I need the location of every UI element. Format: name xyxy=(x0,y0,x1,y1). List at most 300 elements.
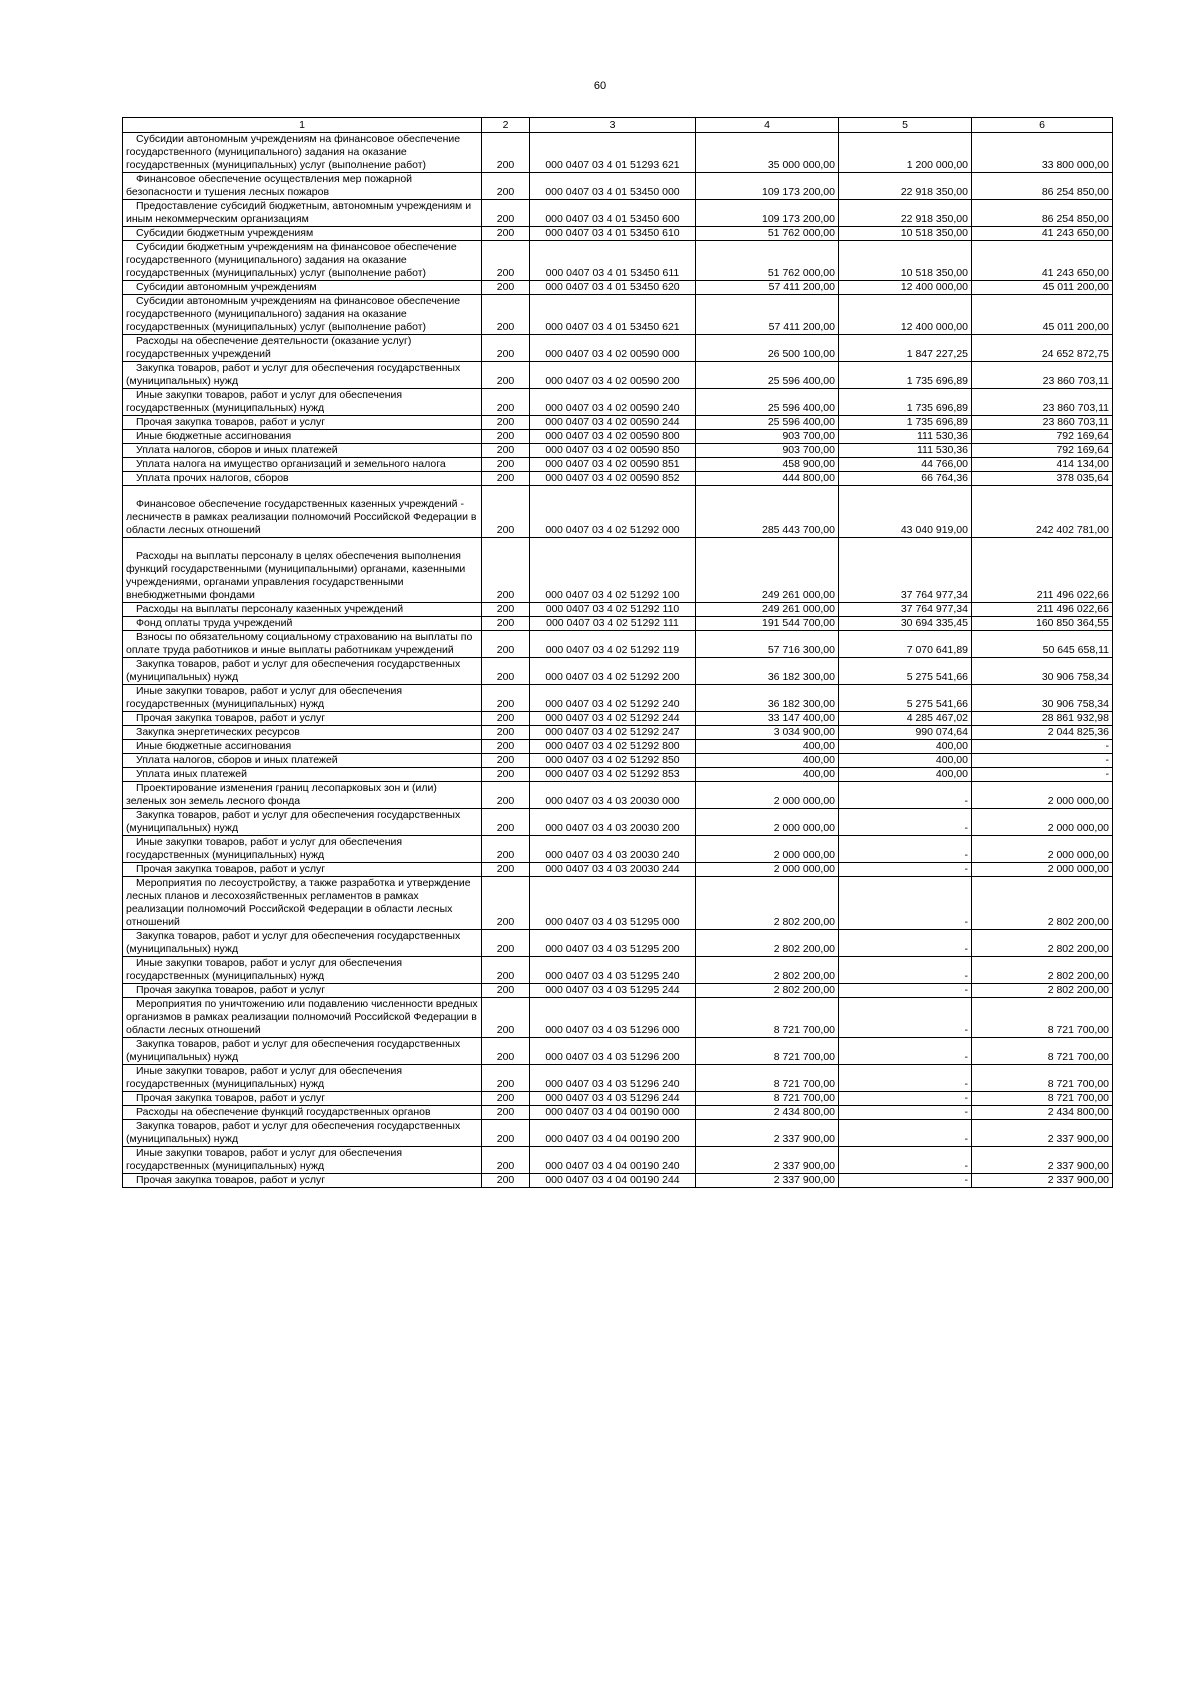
row-executed-amount-cell: - xyxy=(839,1065,972,1092)
row-approved-amount-cell: 26 500 100,00 xyxy=(696,335,839,362)
table-row xyxy=(123,754,1113,768)
row-unexecuted-amount-cell: 792 169,64 xyxy=(972,430,1113,444)
row-approved-amount-cell: 8 721 700,00 xyxy=(696,1038,839,1065)
table-row xyxy=(123,930,1113,957)
row-executed-amount-cell: 1 735 696,89 xyxy=(839,362,972,389)
row-unexecuted-amount-cell: 86 254 850,00 xyxy=(972,173,1113,200)
table-row xyxy=(123,444,1113,458)
row-line-code-cell: 200 xyxy=(482,984,530,998)
row-approved-amount-cell: 2 337 900,00 xyxy=(696,1174,839,1188)
table-row xyxy=(123,472,1113,486)
row-line-code-cell: 200 xyxy=(482,836,530,863)
row-name-cell xyxy=(123,173,482,200)
row-name-text: Мероприятия по лесоустройству, а также разработка и утверждение лесных планов и лесохозяйственных регламентов в рамках реализации полномочий Российской Федерации в области лесных отношений xyxy=(126,877,471,928)
row-name-cell xyxy=(123,1120,482,1147)
row-name-cell xyxy=(123,740,482,754)
row-approved-amount-cell: 2 434 800,00 xyxy=(696,1106,839,1120)
table-row xyxy=(123,362,1113,389)
row-unexecuted-amount-cell: 242 402 781,00 xyxy=(972,486,1113,538)
table-row xyxy=(123,1065,1113,1092)
row-executed-amount-cell: - xyxy=(839,1120,972,1147)
row-line-code-cell: 200 xyxy=(482,768,530,782)
table-row xyxy=(123,335,1113,362)
row-executed-amount-cell: 111 530,36 xyxy=(839,430,972,444)
row-name-text: Прочая закупка товаров, работ и услуг xyxy=(136,984,326,996)
row-budget-code-cell: 000 0407 03 4 02 00590 852 xyxy=(530,472,696,486)
row-unexecuted-amount-cell: 41 243 650,00 xyxy=(972,241,1113,281)
row-executed-amount-cell: 22 918 350,00 xyxy=(839,200,972,227)
row-line-code-cell: 200 xyxy=(482,295,530,335)
row-unexecuted-amount-cell: 792 169,64 xyxy=(972,444,1113,458)
row-unexecuted-amount-cell: 41 243 650,00 xyxy=(972,227,1113,241)
row-name-cell xyxy=(123,685,482,712)
row-line-code-cell: 200 xyxy=(482,603,530,617)
row-line-code-cell: 200 xyxy=(482,782,530,809)
row-name-text: Уплата налога на имущество организаций и земельного налога xyxy=(136,458,446,470)
row-name-text: Закупка товаров, работ и услуг для обеспечения государственных (муниципальных) нужд xyxy=(126,930,461,955)
row-approved-amount-cell: 36 182 300,00 xyxy=(696,685,839,712)
row-budget-code-cell: 000 0407 03 4 04 00190 240 xyxy=(530,1147,696,1174)
row-approved-amount-cell: 2 000 000,00 xyxy=(696,836,839,863)
row-unexecuted-amount-cell: 2 000 000,00 xyxy=(972,809,1113,836)
row-approved-amount-cell: 109 173 200,00 xyxy=(696,173,839,200)
row-budget-code-cell: 000 0407 03 4 02 51292 110 xyxy=(530,603,696,617)
row-executed-amount-cell: 66 764,36 xyxy=(839,472,972,486)
row-approved-amount-cell: 2 802 200,00 xyxy=(696,877,839,930)
row-executed-amount-cell: 990 074,64 xyxy=(839,726,972,740)
row-unexecuted-amount-cell: 23 860 703,11 xyxy=(972,389,1113,416)
row-budget-code-cell: 000 0407 03 4 02 51292 850 xyxy=(530,754,696,768)
row-name-text: Закупка товаров, работ и услуг для обеспечения государственных (муниципальных) нужд xyxy=(126,658,461,683)
row-budget-code-cell: 000 0407 03 4 03 51295 200 xyxy=(530,930,696,957)
row-executed-amount-cell: - xyxy=(839,1147,972,1174)
row-name-cell xyxy=(123,458,482,472)
row-unexecuted-amount-cell: 2 802 200,00 xyxy=(972,957,1113,984)
row-executed-amount-cell: 12 400 000,00 xyxy=(839,295,972,335)
row-line-code-cell: 200 xyxy=(482,740,530,754)
row-name-text: Субсидии бюджетным учреждениям на финансовое обеспечение государственного (муниципального) задания на оказание государственных (муниципальных) услуг (выполнение работ) xyxy=(126,241,457,279)
table-row xyxy=(123,984,1113,998)
table-row xyxy=(123,241,1113,281)
row-executed-amount-cell: - xyxy=(839,998,972,1038)
table-row xyxy=(123,295,1113,335)
row-approved-amount-cell: 400,00 xyxy=(696,768,839,782)
row-line-code-cell: 200 xyxy=(482,809,530,836)
row-name-text: Субсидии автономным учреждениям на финансовое обеспечение государственного (муниципального) задания на оказание государственных (муниципальных) услуг (выполнение работ) xyxy=(126,133,461,171)
table-row xyxy=(123,809,1113,836)
row-line-code-cell: 200 xyxy=(482,133,530,173)
table-row xyxy=(123,200,1113,227)
table-row xyxy=(123,768,1113,782)
row-executed-amount-cell: - xyxy=(839,957,972,984)
row-line-code-cell: 200 xyxy=(482,335,530,362)
row-unexecuted-amount-cell: 86 254 850,00 xyxy=(972,200,1113,227)
row-name-cell xyxy=(123,472,482,486)
row-unexecuted-amount-cell: - xyxy=(972,754,1113,768)
row-name-text: Расходы на выплаты персоналу в целях обеспечения выполнения функций государственными (муниципальными) органами, казенными учреждениями, органами управления государственными внебюджетными фондами xyxy=(126,550,466,601)
row-budget-code-cell: 000 0407 03 4 03 20030 000 xyxy=(530,782,696,809)
table-row xyxy=(123,685,1113,712)
row-unexecuted-amount-cell: 28 861 932,98 xyxy=(972,712,1113,726)
row-executed-amount-cell: 1 735 696,89 xyxy=(839,389,972,416)
row-approved-amount-cell: 249 261 000,00 xyxy=(696,603,839,617)
row-executed-amount-cell: 10 518 350,00 xyxy=(839,227,972,241)
row-name-text: Взносы по обязательному социальному страхованию на выплаты по оплате труда работников и иные выплаты работникам учреждений xyxy=(126,631,473,656)
row-approved-amount-cell: 2 802 200,00 xyxy=(696,984,839,998)
row-approved-amount-cell: 57 716 300,00 xyxy=(696,631,839,658)
row-unexecuted-amount-cell: 30 906 758,34 xyxy=(972,658,1113,685)
row-executed-amount-cell: 5 275 541,66 xyxy=(839,685,972,712)
row-approved-amount-cell: 903 700,00 xyxy=(696,444,839,458)
row-executed-amount-cell: - xyxy=(839,782,972,809)
row-budget-code-cell: 000 0407 03 4 03 20030 240 xyxy=(530,836,696,863)
row-executed-amount-cell: 7 070 641,89 xyxy=(839,631,972,658)
row-approved-amount-cell: 2 802 200,00 xyxy=(696,930,839,957)
row-budget-code-cell: 000 0407 03 4 02 51292 200 xyxy=(530,658,696,685)
table-row xyxy=(123,863,1113,877)
row-name-cell xyxy=(123,200,482,227)
row-unexecuted-amount-cell: 211 496 022,66 xyxy=(972,538,1113,603)
row-budget-code-cell: 000 0407 03 4 02 00590 851 xyxy=(530,458,696,472)
row-name-text: Расходы на обеспечение деятельности (оказание услуг) государственных учреждений xyxy=(126,335,412,360)
row-approved-amount-cell: 8 721 700,00 xyxy=(696,998,839,1038)
row-name-cell xyxy=(123,998,482,1038)
row-executed-amount-cell: 400,00 xyxy=(839,740,972,754)
table-row xyxy=(123,133,1113,173)
row-name-cell xyxy=(123,658,482,685)
row-line-code-cell: 200 xyxy=(482,658,530,685)
table-row xyxy=(123,782,1113,809)
row-unexecuted-amount-cell: 2 000 000,00 xyxy=(972,836,1113,863)
row-name-text: Иные закупки товаров, работ и услуг для обеспечения государственных (муниципальных) нужд xyxy=(126,1147,403,1172)
row-budget-code-cell: 000 0407 03 4 02 00590 850 xyxy=(530,444,696,458)
row-line-code-cell: 200 xyxy=(482,617,530,631)
row-approved-amount-cell: 109 173 200,00 xyxy=(696,200,839,227)
row-line-code-cell: 200 xyxy=(482,538,530,603)
row-name-cell xyxy=(123,416,482,430)
row-line-code-cell: 200 xyxy=(482,930,530,957)
row-budget-code-cell: 000 0407 03 4 02 00590 200 xyxy=(530,362,696,389)
table-row xyxy=(123,1106,1113,1120)
row-approved-amount-cell: 25 596 400,00 xyxy=(696,362,839,389)
row-unexecuted-amount-cell: 2 802 200,00 xyxy=(972,930,1113,957)
row-unexecuted-amount-cell: 2 000 000,00 xyxy=(972,782,1113,809)
row-approved-amount-cell: 458 900,00 xyxy=(696,458,839,472)
row-name-text: Закупка товаров, работ и услуг для обеспечения государственных (муниципальных) нужд xyxy=(126,1038,461,1063)
row-budget-code-cell: 000 0407 03 4 03 51296 240 xyxy=(530,1065,696,1092)
row-unexecuted-amount-cell: 2 337 900,00 xyxy=(972,1174,1113,1188)
table-row xyxy=(123,430,1113,444)
row-executed-amount-cell: - xyxy=(839,1106,972,1120)
row-name-cell xyxy=(123,877,482,930)
row-approved-amount-cell: 2 337 900,00 xyxy=(696,1147,839,1174)
row-unexecuted-amount-cell: 45 011 200,00 xyxy=(972,281,1113,295)
row-name-cell xyxy=(123,1065,482,1092)
table-row xyxy=(123,957,1113,984)
row-line-code-cell: 200 xyxy=(482,241,530,281)
column-header-1: 1 xyxy=(123,118,482,133)
column-header-2: 2 xyxy=(482,118,530,133)
row-unexecuted-amount-cell: 24 652 872,75 xyxy=(972,335,1113,362)
row-name-cell xyxy=(123,782,482,809)
row-name-cell xyxy=(123,726,482,740)
row-unexecuted-amount-cell: 8 721 700,00 xyxy=(972,1038,1113,1065)
row-approved-amount-cell: 3 034 900,00 xyxy=(696,726,839,740)
row-line-code-cell: 200 xyxy=(482,631,530,658)
row-line-code-cell: 200 xyxy=(482,1065,530,1092)
row-unexecuted-amount-cell: 2 044 825,36 xyxy=(972,726,1113,740)
table-row xyxy=(123,603,1113,617)
row-unexecuted-amount-cell: - xyxy=(972,768,1113,782)
row-name-cell xyxy=(123,1092,482,1106)
row-name-text: Иные закупки товаров, работ и услуг для обеспечения государственных (муниципальных) нужд xyxy=(126,685,403,710)
row-name-text: Закупка энергетических ресурсов xyxy=(136,726,300,738)
column-header-4: 4 xyxy=(696,118,839,133)
row-name-text: Иные закупки товаров, работ и услуг для обеспечения государственных (муниципальных) нужд xyxy=(126,836,403,861)
table-row xyxy=(123,712,1113,726)
row-name-text: Иные закупки товаров, работ и услуг для обеспечения государственных (муниципальных) нужд xyxy=(126,1065,403,1090)
row-budget-code-cell: 000 0407 03 4 02 00590 244 xyxy=(530,416,696,430)
row-name-cell xyxy=(123,335,482,362)
row-unexecuted-amount-cell: 2 337 900,00 xyxy=(972,1147,1113,1174)
row-name-cell xyxy=(123,1038,482,1065)
table-row xyxy=(123,486,1113,538)
row-line-code-cell: 200 xyxy=(482,726,530,740)
row-approved-amount-cell: 33 147 400,00 xyxy=(696,712,839,726)
table-row xyxy=(123,416,1113,430)
row-approved-amount-cell: 51 762 000,00 xyxy=(696,227,839,241)
row-name-text: Финансовое обеспечение государственных казенных учреждений - лесничеств в рамках реализации полномочий Российской Федерации в области лесных отношений xyxy=(126,498,477,536)
row-executed-amount-cell: - xyxy=(839,930,972,957)
row-budget-code-cell: 000 0407 03 4 03 51295 240 xyxy=(530,957,696,984)
table-row xyxy=(123,877,1113,930)
row-line-code-cell: 200 xyxy=(482,998,530,1038)
row-name-text: Уплата прочих налогов, сборов xyxy=(136,472,289,484)
row-approved-amount-cell: 400,00 xyxy=(696,740,839,754)
row-executed-amount-cell: - xyxy=(839,1174,972,1188)
row-budget-code-cell: 000 0407 03 4 02 00590 800 xyxy=(530,430,696,444)
row-name-cell xyxy=(123,863,482,877)
row-budget-code-cell: 000 0407 03 4 02 51292 100 xyxy=(530,538,696,603)
row-executed-amount-cell: 1 847 227,25 xyxy=(839,335,972,362)
row-line-code-cell: 200 xyxy=(482,281,530,295)
table-row xyxy=(123,836,1113,863)
row-approved-amount-cell: 444 800,00 xyxy=(696,472,839,486)
row-line-code-cell: 200 xyxy=(482,1092,530,1106)
row-budget-code-cell: 000 0407 03 4 01 53450 610 xyxy=(530,227,696,241)
row-executed-amount-cell: 44 766,00 xyxy=(839,458,972,472)
row-name-cell xyxy=(123,930,482,957)
table-row xyxy=(123,538,1113,603)
table-row xyxy=(123,740,1113,754)
page-number: 60 xyxy=(593,80,607,92)
row-executed-amount-cell: - xyxy=(839,836,972,863)
row-budget-code-cell: 000 0407 03 4 02 51292 111 xyxy=(530,617,696,631)
row-line-code-cell: 200 xyxy=(482,685,530,712)
row-budget-code-cell: 000 0407 03 4 01 53450 600 xyxy=(530,200,696,227)
row-name-cell xyxy=(123,362,482,389)
row-approved-amount-cell: 2 000 000,00 xyxy=(696,809,839,836)
row-budget-code-cell: 000 0407 03 4 03 20030 200 xyxy=(530,809,696,836)
row-approved-amount-cell: 2 337 900,00 xyxy=(696,1120,839,1147)
row-name-cell xyxy=(123,295,482,335)
row-executed-amount-cell: 37 764 977,34 xyxy=(839,603,972,617)
row-unexecuted-amount-cell: 45 011 200,00 xyxy=(972,295,1113,335)
row-name-text: Субсидии бюджетным учреждениям xyxy=(136,227,314,239)
row-name-cell xyxy=(123,1147,482,1174)
row-line-code-cell: 200 xyxy=(482,389,530,416)
column-header-6: 6 xyxy=(972,118,1113,133)
row-name-cell xyxy=(123,617,482,631)
row-line-code-cell: 200 xyxy=(482,1038,530,1065)
row-line-code-cell: 200 xyxy=(482,1120,530,1147)
table-row xyxy=(123,617,1113,631)
row-name-text: Иные бюджетные ассигнования xyxy=(136,740,292,752)
row-line-code-cell: 200 xyxy=(482,200,530,227)
row-unexecuted-amount-cell: 2 434 800,00 xyxy=(972,1106,1113,1120)
row-name-text: Проектирование изменения границ лесопарковых зон и (или) зеленых зон земель лесного фонда xyxy=(126,782,437,807)
row-budget-code-cell: 000 0407 03 4 04 00190 000 xyxy=(530,1106,696,1120)
row-approved-amount-cell: 35 000 000,00 xyxy=(696,133,839,173)
row-name-text: Уплата налогов, сборов и иных платежей xyxy=(136,754,338,766)
row-approved-amount-cell: 285 443 700,00 xyxy=(696,486,839,538)
row-approved-amount-cell: 249 261 000,00 xyxy=(696,538,839,603)
row-budget-code-cell: 000 0407 03 4 02 51292 800 xyxy=(530,740,696,754)
row-executed-amount-cell: 4 285 467,02 xyxy=(839,712,972,726)
table-row xyxy=(123,1120,1113,1147)
row-budget-code-cell: 000 0407 03 4 04 00190 244 xyxy=(530,1174,696,1188)
row-unexecuted-amount-cell: 23 860 703,11 xyxy=(972,362,1113,389)
row-budget-code-cell: 000 0407 03 4 03 51296 000 xyxy=(530,998,696,1038)
table-row xyxy=(123,658,1113,685)
row-name-text: Субсидии автономным учреждениям на финансовое обеспечение государственного (муниципального) задания на оказание государственных (муниципальных) услуг (выполнение работ) xyxy=(126,295,461,333)
row-unexecuted-amount-cell: 211 496 022,66 xyxy=(972,603,1113,617)
row-unexecuted-amount-cell: 23 860 703,11 xyxy=(972,416,1113,430)
row-line-code-cell: 200 xyxy=(482,362,530,389)
row-name-cell xyxy=(123,768,482,782)
row-approved-amount-cell: 51 762 000,00 xyxy=(696,241,839,281)
row-name-cell xyxy=(123,631,482,658)
table-row xyxy=(123,631,1113,658)
row-budget-code-cell: 000 0407 03 4 03 20030 244 xyxy=(530,863,696,877)
row-budget-code-cell: 000 0407 03 4 02 51292 240 xyxy=(530,685,696,712)
row-name-cell xyxy=(123,133,482,173)
row-unexecuted-amount-cell: 8 721 700,00 xyxy=(972,1092,1113,1106)
table-row xyxy=(123,389,1113,416)
row-line-code-cell: 200 xyxy=(482,472,530,486)
row-name-cell xyxy=(123,486,482,538)
row-line-code-cell: 200 xyxy=(482,754,530,768)
row-executed-amount-cell: - xyxy=(839,877,972,930)
row-executed-amount-cell: 400,00 xyxy=(839,754,972,768)
row-budget-code-cell: 000 0407 03 4 03 51296 200 xyxy=(530,1038,696,1065)
row-name-text: Иные бюджетные ассигнования xyxy=(136,430,292,442)
row-line-code-cell: 200 xyxy=(482,458,530,472)
row-budget-code-cell: 000 0407 03 4 04 00190 200 xyxy=(530,1120,696,1147)
row-name-text: Закупка товаров, работ и услуг для обеспечения государственных (муниципальных) нужд xyxy=(126,1120,461,1145)
row-budget-code-cell: 000 0407 03 4 02 51292 244 xyxy=(530,712,696,726)
row-name-cell xyxy=(123,281,482,295)
row-name-text: Предоставление субсидий бюджетным, автономным учреждениям и иным некоммерческим организациям xyxy=(126,200,472,225)
row-unexecuted-amount-cell: 2 802 200,00 xyxy=(972,877,1113,930)
column-header-3: 3 xyxy=(530,118,696,133)
row-approved-amount-cell: 400,00 xyxy=(696,754,839,768)
row-name-cell xyxy=(123,538,482,603)
row-line-code-cell: 200 xyxy=(482,1174,530,1188)
row-approved-amount-cell: 57 411 200,00 xyxy=(696,295,839,335)
row-unexecuted-amount-cell: 8 721 700,00 xyxy=(972,1065,1113,1092)
row-unexecuted-amount-cell: 2 802 200,00 xyxy=(972,984,1113,998)
table-row xyxy=(123,1038,1113,1065)
row-approved-amount-cell: 25 596 400,00 xyxy=(696,389,839,416)
row-unexecuted-amount-cell: - xyxy=(972,740,1113,754)
row-name-cell xyxy=(123,389,482,416)
row-executed-amount-cell: - xyxy=(839,809,972,836)
row-name-cell xyxy=(123,430,482,444)
row-approved-amount-cell: 36 182 300,00 xyxy=(696,658,839,685)
row-budget-code-cell: 000 0407 03 4 02 51292 000 xyxy=(530,486,696,538)
row-budget-code-cell: 000 0407 03 4 01 53450 000 xyxy=(530,173,696,200)
row-executed-amount-cell: 400,00 xyxy=(839,768,972,782)
row-name-text: Закупка товаров, работ и услуг для обеспечения государственных (муниципальных) нужд xyxy=(126,809,461,834)
row-name-text: Закупка товаров, работ и услуг для обеспечения государственных (муниципальных) нужд xyxy=(126,362,461,387)
row-line-code-cell: 200 xyxy=(482,877,530,930)
row-executed-amount-cell: 43 040 919,00 xyxy=(839,486,972,538)
row-line-code-cell: 200 xyxy=(482,1106,530,1120)
row-approved-amount-cell: 2 802 200,00 xyxy=(696,957,839,984)
row-name-cell xyxy=(123,241,482,281)
table-row xyxy=(123,1147,1113,1174)
row-name-cell xyxy=(123,1106,482,1120)
column-header-5: 5 xyxy=(839,118,972,133)
row-name-text: Иные закупки товаров, работ и услуг для обеспечения государственных (муниципальных) нужд xyxy=(126,957,403,982)
row-name-cell xyxy=(123,984,482,998)
table-row xyxy=(123,998,1113,1038)
row-name-text: Уплата налогов, сборов и иных платежей xyxy=(136,444,338,456)
row-approved-amount-cell: 8 721 700,00 xyxy=(696,1065,839,1092)
row-name-text: Расходы на выплаты персоналу казенных учреждений xyxy=(136,603,404,615)
row-line-code-cell: 200 xyxy=(482,486,530,538)
row-name-text: Прочая закупка товаров, работ и услуг xyxy=(136,416,326,428)
row-line-code-cell: 200 xyxy=(482,712,530,726)
row-name-cell xyxy=(123,712,482,726)
row-approved-amount-cell: 57 411 200,00 xyxy=(696,281,839,295)
row-budget-code-cell: 000 0407 03 4 02 51292 853 xyxy=(530,768,696,782)
row-name-text: Мероприятия по уничтожению или подавлению численности вредных организмов в рамках реализации полномочий Российской Федерации в области лесных отношений xyxy=(126,998,478,1036)
row-name-text: Субсидии автономным учреждениям xyxy=(136,281,317,293)
row-name-text: Фонд оплаты труда учреждений xyxy=(136,617,293,629)
row-budget-code-cell: 000 0407 03 4 01 53450 611 xyxy=(530,241,696,281)
budget-execution-table xyxy=(122,117,1113,1188)
row-executed-amount-cell: 1 200 000,00 xyxy=(839,133,972,173)
column-number-header-row xyxy=(123,118,1113,133)
row-executed-amount-cell: 1 735 696,89 xyxy=(839,416,972,430)
row-unexecuted-amount-cell: 50 645 658,11 xyxy=(972,631,1113,658)
row-name-text: Прочая закупка товаров, работ и услуг xyxy=(136,863,326,875)
row-unexecuted-amount-cell: 160 850 364,55 xyxy=(972,617,1113,631)
row-budget-code-cell: 000 0407 03 4 02 00590 000 xyxy=(530,335,696,362)
row-approved-amount-cell: 25 596 400,00 xyxy=(696,416,839,430)
table-row xyxy=(123,1092,1113,1106)
row-line-code-cell: 200 xyxy=(482,173,530,200)
row-executed-amount-cell: - xyxy=(839,1038,972,1065)
row-name-text: Финансовое обеспечение осуществления мер пожарной безопасности и тушения лесных пожаров xyxy=(126,173,413,198)
row-executed-amount-cell: 37 764 977,34 xyxy=(839,538,972,603)
row-name-cell xyxy=(123,754,482,768)
row-approved-amount-cell: 8 721 700,00 xyxy=(696,1092,839,1106)
row-line-code-cell: 200 xyxy=(482,416,530,430)
row-unexecuted-amount-cell: 8 721 700,00 xyxy=(972,998,1113,1038)
